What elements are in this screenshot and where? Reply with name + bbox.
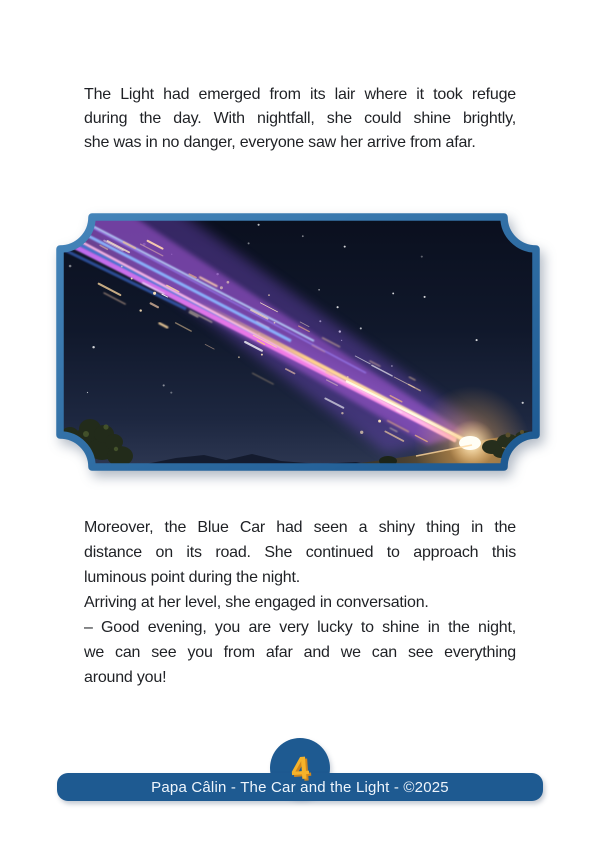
story-line: around you! [84, 669, 167, 686]
story-line: we can see you from afar and we can see everything [84, 644, 516, 661]
story-line: Arriving at her level, she engaged in conversation. [84, 594, 429, 611]
story-line: The Light had emerged from its lair where it took refuge [84, 86, 516, 103]
footer-credit: Papa Câlin - The Car and the Light - ©2025 [151, 778, 449, 796]
paragraph-2 [84, 515, 516, 690]
story-line: – Good evening, you are very lucky to shine in the night, [84, 619, 516, 636]
story-line: distance on its road. She continued to approach this [84, 544, 516, 561]
story-line: during the day. With nightfall, she could shine brightly, [84, 110, 516, 127]
page-number: 4 [289, 748, 311, 787]
night-sky-meteor-image [56, 213, 540, 471]
paragraph-1 [84, 83, 516, 155]
story-line: luminous point during the night. [84, 569, 300, 586]
story-illustration [56, 213, 540, 471]
story-line: she was in no danger, everyone saw her arrive from afar. [84, 134, 476, 151]
story-line: Moreover, the Blue Car had seen a shiny thing in the [84, 519, 516, 536]
